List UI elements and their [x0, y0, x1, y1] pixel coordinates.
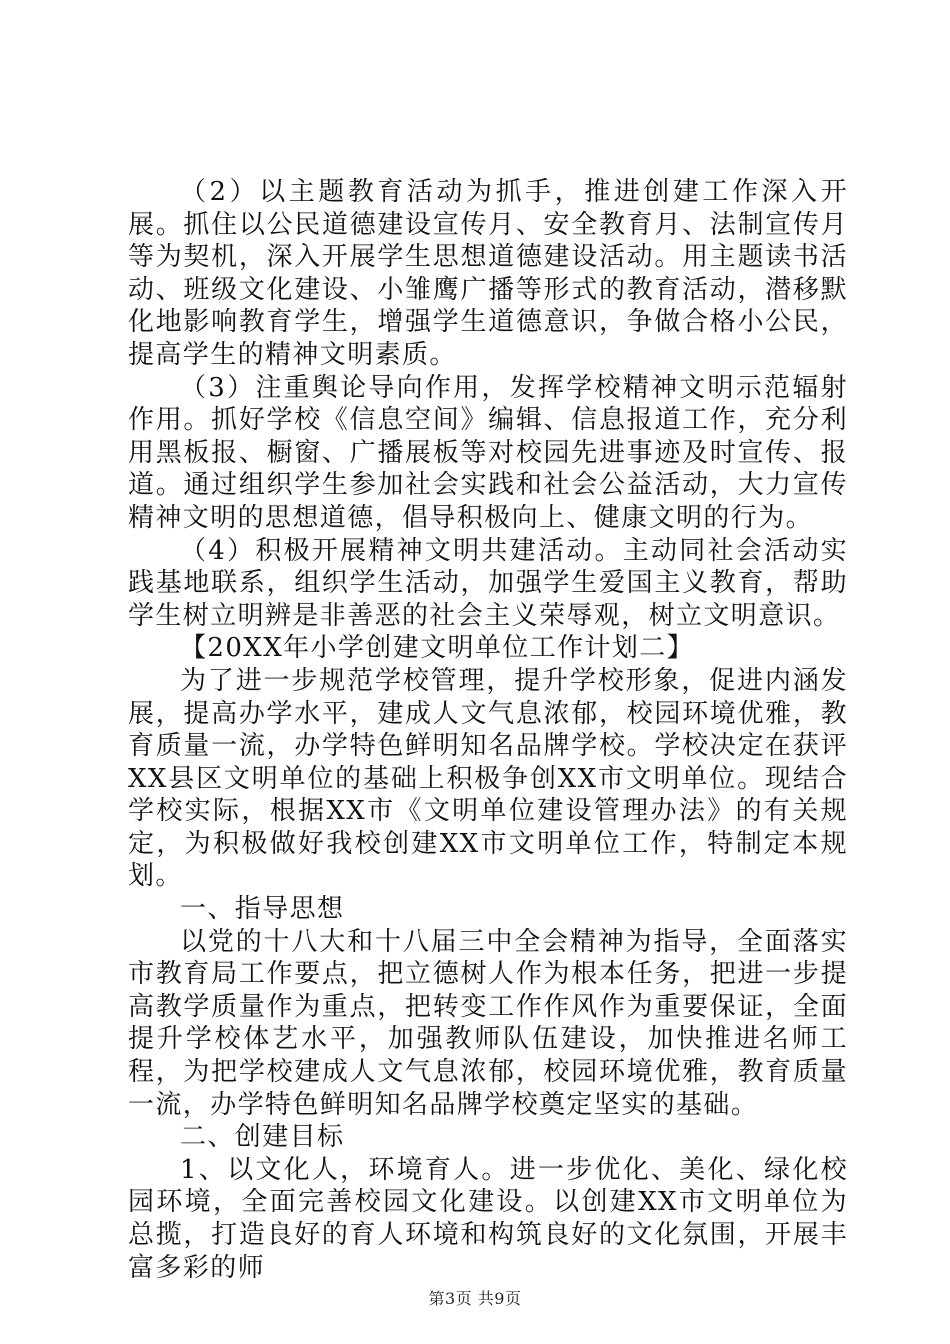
- paragraph-goal-1: 1、以文化人，环境育人。进一步优化、美化、绿化校园环境，全面完善校园文化建设。以创建XX市文明单位为总揽，打造良好的育人环境和构筑良好的文化氛围，开展丰富多彩的师: [128, 1154, 848, 1283]
- document-body: [128, 176, 848, 1284]
- paragraph-item-4: （4）积极开展精神文明共建活动。主动同社会活动实践基地联系，组织学生活动，加强学生爱国主义教育，帮助学生树立明辨是非善恶的社会主义荣辱观，树立文明意识。: [128, 535, 848, 631]
- paragraph-intro: 为了进一步规范学校管理，提升学校形象，促进内涵发展，提高办学水平，建成人文气息浓郁，校园环境优雅，教育质量一流，办学特色鲜明知名品牌学校。学校决定在获评XX县区文明单位的基础上积极争创XX市文明单位。现结合学校实际，根据XX市《文明单位建设管理办法》的有关规定，为积极做好我校创建XX市文明单位工作，特制定本规划。: [128, 665, 848, 892]
- paragraph-guiding-ideology: 以党的十八大和十八届三中全会精神为指导，全面落实市教育局工作要点，把立德树人作为根本任务，把进一步提高教学质量作为重点，把转变工作作风作为重要保证，全面提升学校体艺水平，加强教师队伍建设，加快推进名师工程，为把学校建成人文气息浓郁，校园环境优雅，教育质量一流，办学特色鲜明知名品牌学校奠定坚实的基础。: [128, 926, 848, 1120]
- section-title-plan-two: 【20XX年小学创建文明单位工作计划二】: [180, 633, 695, 664]
- heading-creation-goals: 二、创建目标: [180, 1122, 345, 1153]
- paragraph-item-2: （2）以主题教育活动为抓手，推进创建工作深入开展。抓住以公民道德建设宣传月、安全教育月、法制宣传月等为契机，深入开展学生思想道德建设活动。用主题读书活动、班级文化建设、小雏鹰广播等形式的教育活动，潜移默化地影响教育学生，增强学生道德意识，争做合格小公民，提高学生的精神文明素质。: [128, 177, 848, 370]
- paragraph-item-3: （3）注重舆论导向作用，发挥学校精神文明示范辐射作用。抓好学校《信息空间》编辑、信息报道工作，充分利用黑板报、橱窗、广播展板等对校园先进事迹及时宣传、报道。通过组织学生参加社会实践和社会公益活动，大力宣传精神文明的思想道德，倡导积极向上、健康文明的行为。: [128, 372, 848, 533]
- page-number-footer: 第3页 共9页: [428, 1289, 522, 1308]
- heading-guiding-ideology: 一、指导思想: [180, 894, 345, 925]
